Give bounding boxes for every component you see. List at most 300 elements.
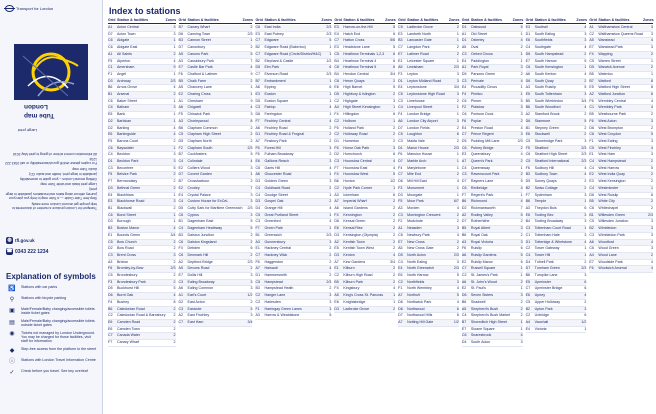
- station-row[interactable]: [334, 186, 395, 193]
- station-row[interactable]: [255, 233, 331, 240]
- station-row[interactable]: [108, 286, 176, 293]
- station-row[interactable]: [108, 105, 176, 112]
- station-row[interactable]: [462, 38, 523, 45]
- station-row[interactable]: [462, 92, 523, 99]
- station-row[interactable]: [255, 105, 331, 112]
- station-row[interactable]: [108, 300, 176, 307]
- station-row[interactable]: [255, 99, 331, 106]
- station-row[interactable]: [108, 266, 176, 273]
- station-row[interactable]: [526, 307, 587, 314]
- station-row[interactable]: [398, 85, 459, 92]
- station-row[interactable]: [108, 79, 176, 86]
- station-row[interactable]: [334, 246, 395, 253]
- station-row[interactable]: [589, 213, 653, 220]
- station-row[interactable]: [108, 132, 176, 139]
- station-row[interactable]: [179, 172, 253, 179]
- station-row[interactable]: [334, 199, 395, 206]
- station-row[interactable]: [334, 226, 395, 233]
- station-row[interactable]: [589, 226, 653, 233]
- station-row[interactable]: [108, 206, 176, 213]
- station-row[interactable]: [398, 146, 459, 153]
- station-row[interactable]: [526, 126, 587, 133]
- station-row[interactable]: [255, 32, 331, 39]
- station-row[interactable]: [334, 280, 395, 287]
- station-row[interactable]: [334, 179, 395, 186]
- station-row[interactable]: [255, 206, 331, 213]
- station-row[interactable]: [255, 293, 331, 300]
- station-row[interactable]: [255, 286, 331, 293]
- station-row[interactable]: [398, 79, 459, 86]
- station-row[interactable]: [398, 213, 459, 220]
- station-row[interactable]: [334, 300, 395, 307]
- station-row[interactable]: [179, 313, 253, 320]
- station-row[interactable]: [589, 246, 653, 253]
- station-row[interactable]: [179, 72, 253, 79]
- station-row[interactable]: [398, 152, 459, 159]
- station-row[interactable]: [462, 233, 523, 240]
- station-row[interactable]: [179, 213, 253, 220]
- station-row[interactable]: [462, 226, 523, 233]
- station-row[interactable]: [589, 186, 653, 193]
- station-row[interactable]: [108, 85, 176, 92]
- station-row[interactable]: [255, 119, 331, 126]
- station-row[interactable]: [255, 45, 331, 52]
- station-row[interactable]: [398, 300, 459, 307]
- station-row[interactable]: [255, 226, 331, 233]
- station-row[interactable]: [179, 59, 253, 66]
- station-row[interactable]: [462, 146, 523, 153]
- station-row[interactable]: [334, 132, 395, 139]
- station-row[interactable]: [179, 226, 253, 233]
- station-row[interactable]: [108, 59, 176, 66]
- station-row[interactable]: [179, 65, 253, 72]
- station-row[interactable]: [179, 92, 253, 99]
- station-row[interactable]: [589, 99, 653, 106]
- station-row[interactable]: [462, 132, 523, 139]
- station-row[interactable]: [526, 280, 587, 287]
- station-row[interactable]: [589, 85, 653, 92]
- station-row[interactable]: [526, 166, 587, 173]
- station-row[interactable]: [179, 166, 253, 173]
- station-row[interactable]: [589, 199, 653, 206]
- station-row[interactable]: [526, 253, 587, 260]
- station-row[interactable]: [526, 99, 587, 106]
- station-row[interactable]: [334, 99, 395, 106]
- station-row[interactable]: [334, 219, 395, 226]
- station-row[interactable]: [334, 85, 395, 92]
- station-row[interactable]: [255, 139, 331, 146]
- station-row[interactable]: [179, 193, 253, 200]
- station-row[interactable]: [398, 226, 459, 233]
- station-row[interactable]: [255, 112, 331, 119]
- station-row[interactable]: [108, 92, 176, 99]
- station-row[interactable]: [462, 99, 523, 106]
- station-row[interactable]: [462, 320, 523, 327]
- station-row[interactable]: [179, 240, 253, 247]
- station-row[interactable]: [179, 25, 253, 32]
- station-row[interactable]: [334, 119, 395, 126]
- station-row[interactable]: [398, 59, 459, 66]
- station-row[interactable]: [108, 313, 176, 320]
- station-row[interactable]: [255, 213, 331, 220]
- station-row[interactable]: [108, 260, 176, 267]
- station-row[interactable]: [462, 152, 523, 159]
- station-row[interactable]: [589, 139, 653, 146]
- station-row[interactable]: [255, 260, 331, 267]
- station-row[interactable]: [108, 233, 176, 240]
- station-row[interactable]: [526, 300, 587, 307]
- station-row[interactable]: [255, 126, 331, 133]
- station-row[interactable]: [255, 193, 331, 200]
- station-row[interactable]: [334, 159, 395, 166]
- station-row[interactable]: [589, 45, 653, 52]
- station-row[interactable]: [179, 99, 253, 106]
- station-row[interactable]: [526, 146, 587, 153]
- station-row[interactable]: [108, 219, 176, 226]
- station-row[interactable]: [526, 226, 587, 233]
- station-row[interactable]: [589, 219, 653, 226]
- station-row[interactable]: [334, 206, 395, 213]
- station-row[interactable]: [526, 286, 587, 293]
- station-row[interactable]: [255, 246, 331, 253]
- station-row[interactable]: [526, 152, 587, 159]
- station-row[interactable]: [108, 193, 176, 200]
- station-row[interactable]: [179, 307, 253, 314]
- station-row[interactable]: [462, 273, 523, 280]
- station-row[interactable]: [526, 266, 587, 273]
- station-row[interactable]: [462, 219, 523, 226]
- station-row[interactable]: [334, 240, 395, 247]
- station-row[interactable]: [108, 65, 176, 72]
- station-row[interactable]: [255, 307, 331, 314]
- station-row[interactable]: [462, 105, 523, 112]
- station-row[interactable]: [589, 79, 653, 86]
- station-row[interactable]: [589, 146, 653, 153]
- station-row[interactable]: [255, 152, 331, 159]
- station-row[interactable]: [108, 280, 176, 287]
- station-row[interactable]: [255, 159, 331, 166]
- station-row[interactable]: [179, 300, 253, 307]
- station-row[interactable]: [179, 126, 253, 133]
- station-row[interactable]: [179, 273, 253, 280]
- station-row[interactable]: [462, 59, 523, 66]
- station-row[interactable]: [398, 320, 459, 327]
- station-row[interactable]: [255, 172, 331, 179]
- station-row[interactable]: [255, 179, 331, 186]
- station-row[interactable]: [526, 159, 587, 166]
- station-row[interactable]: [526, 327, 587, 334]
- station-row[interactable]: [334, 25, 395, 32]
- station-row[interactable]: [398, 32, 459, 39]
- station-row[interactable]: [589, 65, 653, 72]
- station-row[interactable]: [589, 152, 653, 159]
- station-row[interactable]: [179, 119, 253, 126]
- station-row[interactable]: [108, 327, 176, 334]
- station-row[interactable]: [108, 340, 176, 347]
- station-row[interactable]: [398, 193, 459, 200]
- station-row[interactable]: [462, 253, 523, 260]
- station-row[interactable]: [255, 280, 331, 287]
- station-row[interactable]: [398, 25, 459, 32]
- station-row[interactable]: [398, 219, 459, 226]
- station-row[interactable]: [462, 32, 523, 39]
- station-row[interactable]: [108, 32, 176, 39]
- station-row[interactable]: [589, 240, 653, 247]
- station-row[interactable]: [179, 146, 253, 153]
- station-row[interactable]: [526, 206, 587, 213]
- station-row[interactable]: [398, 126, 459, 133]
- station-row[interactable]: [462, 307, 523, 314]
- station-row[interactable]: [398, 246, 459, 253]
- station-row[interactable]: [589, 59, 653, 66]
- station-row[interactable]: [589, 72, 653, 79]
- station-row[interactable]: [108, 199, 176, 206]
- station-row[interactable]: [255, 313, 331, 320]
- station-row[interactable]: [179, 38, 253, 45]
- station-row[interactable]: [108, 139, 176, 146]
- station-row[interactable]: [334, 193, 395, 200]
- station-row[interactable]: [108, 240, 176, 247]
- station-row[interactable]: [462, 199, 523, 206]
- station-row[interactable]: [108, 112, 176, 119]
- station-row[interactable]: [462, 293, 523, 300]
- station-row[interactable]: [589, 32, 653, 39]
- station-row[interactable]: [398, 159, 459, 166]
- station-row[interactable]: [589, 172, 653, 179]
- station-row[interactable]: [334, 92, 395, 99]
- station-row[interactable]: [589, 159, 653, 166]
- station-row[interactable]: [526, 213, 587, 220]
- station-row[interactable]: [108, 172, 176, 179]
- station-row[interactable]: [255, 79, 331, 86]
- station-row[interactable]: [255, 253, 331, 260]
- station-row[interactable]: [108, 179, 176, 186]
- station-row[interactable]: [462, 340, 523, 347]
- station-row[interactable]: [334, 213, 395, 220]
- phone[interactable]: [6, 248, 48, 255]
- station-row[interactable]: [462, 172, 523, 179]
- station-row[interactable]: [398, 99, 459, 106]
- station-row[interactable]: [108, 320, 176, 327]
- station-row[interactable]: [334, 59, 395, 66]
- station-row[interactable]: [462, 246, 523, 253]
- station-row[interactable]: [526, 260, 587, 267]
- station-row[interactable]: [589, 38, 653, 45]
- station-row[interactable]: [526, 132, 587, 139]
- station-row[interactable]: [334, 105, 395, 112]
- station-row[interactable]: [334, 112, 395, 119]
- station-row[interactable]: [398, 166, 459, 173]
- station-row[interactable]: [526, 25, 587, 32]
- station-row[interactable]: [334, 166, 395, 173]
- station-row[interactable]: [398, 119, 459, 126]
- station-row[interactable]: [589, 179, 653, 186]
- station-row[interactable]: [462, 119, 523, 126]
- station-row[interactable]: [334, 72, 395, 79]
- station-row[interactable]: [589, 105, 653, 112]
- station-row[interactable]: [462, 52, 523, 59]
- station-row[interactable]: [334, 126, 395, 133]
- station-row[interactable]: [462, 179, 523, 186]
- station-row[interactable]: [589, 206, 653, 213]
- station-row[interactable]: [179, 132, 253, 139]
- station-row[interactable]: [398, 293, 459, 300]
- station-row[interactable]: [462, 327, 523, 334]
- station-row[interactable]: [398, 253, 459, 260]
- station-row[interactable]: [526, 320, 587, 327]
- station-row[interactable]: [589, 112, 653, 119]
- station-row[interactable]: [462, 159, 523, 166]
- station-row[interactable]: [334, 146, 395, 153]
- station-row[interactable]: [462, 112, 523, 119]
- station-row[interactable]: [179, 52, 253, 59]
- station-row[interactable]: [179, 159, 253, 166]
- station-row[interactable]: [108, 119, 176, 126]
- station-row[interactable]: [179, 79, 253, 86]
- station-row[interactable]: [398, 139, 459, 146]
- station-row[interactable]: [526, 240, 587, 247]
- station-row[interactable]: [179, 45, 253, 52]
- station-row[interactable]: [398, 112, 459, 119]
- station-row[interactable]: [255, 92, 331, 99]
- station-row[interactable]: [398, 92, 459, 99]
- station-row[interactable]: [179, 152, 253, 159]
- station-row[interactable]: [334, 139, 395, 146]
- station-row[interactable]: [334, 307, 395, 314]
- station-row[interactable]: [526, 179, 587, 186]
- station-row[interactable]: [179, 280, 253, 287]
- station-row[interactable]: [589, 253, 653, 260]
- station-row[interactable]: [255, 300, 331, 307]
- station-row[interactable]: [179, 260, 253, 267]
- station-row[interactable]: [462, 139, 523, 146]
- station-row[interactable]: [526, 79, 587, 86]
- station-row[interactable]: [334, 45, 395, 52]
- station-row[interactable]: [462, 193, 523, 200]
- station-row[interactable]: [462, 213, 523, 220]
- station-row[interactable]: [398, 233, 459, 240]
- station-row[interactable]: [398, 132, 459, 139]
- station-row[interactable]: [462, 166, 523, 173]
- station-row[interactable]: [462, 65, 523, 72]
- station-row[interactable]: [334, 286, 395, 293]
- station-row[interactable]: [398, 273, 459, 280]
- station-row[interactable]: [462, 85, 523, 92]
- station-row[interactable]: [398, 260, 459, 267]
- station-row[interactable]: [462, 260, 523, 267]
- station-row[interactable]: [255, 85, 331, 92]
- station-row[interactable]: [255, 166, 331, 173]
- station-row[interactable]: [462, 240, 523, 247]
- station-row[interactable]: [108, 72, 176, 79]
- station-row[interactable]: [398, 45, 459, 52]
- station-row[interactable]: [334, 32, 395, 39]
- station-row[interactable]: [108, 159, 176, 166]
- station-row[interactable]: [398, 266, 459, 273]
- station-row[interactable]: [108, 253, 176, 260]
- station-row[interactable]: [255, 146, 331, 153]
- station-row[interactable]: [526, 59, 587, 66]
- station-row[interactable]: [255, 52, 331, 59]
- station-row[interactable]: [398, 186, 459, 193]
- station-row[interactable]: [255, 266, 331, 273]
- station-row[interactable]: [334, 38, 395, 45]
- station-row[interactable]: [179, 186, 253, 193]
- station-row[interactable]: [179, 293, 253, 300]
- station-row[interactable]: [398, 172, 459, 179]
- station-row[interactable]: [526, 233, 587, 240]
- station-row[interactable]: [462, 333, 523, 340]
- station-row[interactable]: [108, 52, 176, 59]
- station-row[interactable]: [108, 166, 176, 173]
- station-row[interactable]: [462, 25, 523, 32]
- website[interactable]: [6, 237, 35, 244]
- station-row[interactable]: [179, 320, 253, 327]
- station-row[interactable]: [179, 246, 253, 253]
- station-row[interactable]: [255, 186, 331, 193]
- station-row[interactable]: [179, 253, 253, 260]
- station-row[interactable]: [334, 52, 395, 59]
- station-row[interactable]: [526, 139, 587, 146]
- station-row[interactable]: [334, 152, 395, 159]
- station-row[interactable]: [526, 52, 587, 59]
- station-row[interactable]: [526, 273, 587, 280]
- station-row[interactable]: [108, 38, 176, 45]
- station-row[interactable]: [179, 139, 253, 146]
- station-row[interactable]: [526, 293, 587, 300]
- station-row[interactable]: [179, 286, 253, 293]
- station-row[interactable]: [108, 273, 176, 280]
- station-row[interactable]: [255, 59, 331, 66]
- station-row[interactable]: [526, 38, 587, 45]
- station-row[interactable]: [108, 152, 176, 159]
- station-row[interactable]: [589, 193, 653, 200]
- station-row[interactable]: [179, 112, 253, 119]
- station-row[interactable]: [108, 307, 176, 314]
- station-row[interactable]: [398, 105, 459, 112]
- station-row[interactable]: [526, 186, 587, 193]
- station-row[interactable]: [108, 246, 176, 253]
- station-row[interactable]: [334, 79, 395, 86]
- station-row[interactable]: [526, 72, 587, 79]
- station-row[interactable]: [462, 266, 523, 273]
- station-row[interactable]: [589, 132, 653, 139]
- station-row[interactable]: [255, 219, 331, 226]
- station-row[interactable]: [108, 146, 176, 153]
- station-row[interactable]: [334, 273, 395, 280]
- station-row[interactable]: [108, 99, 176, 106]
- station-row[interactable]: [526, 219, 587, 226]
- station-row[interactable]: [462, 186, 523, 193]
- station-row[interactable]: [108, 213, 176, 220]
- station-row[interactable]: [398, 38, 459, 45]
- station-row[interactable]: [334, 293, 395, 300]
- station-row[interactable]: [589, 92, 653, 99]
- station-row[interactable]: [589, 119, 653, 126]
- station-row[interactable]: [108, 25, 176, 32]
- station-row[interactable]: [255, 72, 331, 79]
- station-row[interactable]: [255, 132, 331, 139]
- station-row[interactable]: [108, 333, 176, 340]
- station-row[interactable]: [398, 307, 459, 314]
- station-row[interactable]: [398, 52, 459, 59]
- station-row[interactable]: [398, 65, 459, 72]
- station-row[interactable]: [179, 105, 253, 112]
- station-row[interactable]: [589, 52, 653, 59]
- station-row[interactable]: [462, 313, 523, 320]
- station-row[interactable]: [179, 233, 253, 240]
- station-row[interactable]: [462, 280, 523, 287]
